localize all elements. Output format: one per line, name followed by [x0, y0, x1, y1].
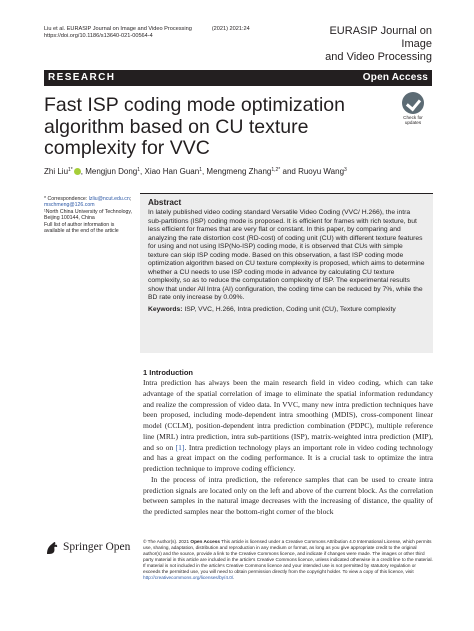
license-end: .: [233, 575, 235, 580]
email-link-2[interactable]: mschmeng@126.com: [44, 202, 95, 209]
article-type: RESEARCH: [48, 72, 116, 83]
body-text: [143, 378, 433, 518]
check-for-updates-line2: updates: [404, 120, 422, 125]
check-for-updates-badge[interactable]: [396, 92, 430, 126]
author-affiliation-mark: 3: [344, 167, 347, 173]
journal-name-line2: and Video Processing: [325, 51, 432, 63]
copyright: © The Author(s). 2021: [143, 539, 190, 544]
paragraph-2: In the process of intra prediction, the reference samples that can be used to create intra prediction signals are located only on the left and above of the current block. As the correlation between samples in the natural image decreases with the increasing of distance, the quality of the predicted samples near the bottom-right corner of the block: [143, 474, 433, 516]
orcid-icon[interactable]: [74, 168, 81, 175]
publisher-logo: [44, 539, 134, 557]
license-body: This article is licensed under a Creative Commons Attribution 4.0 International License, which permits use, sharing, adaptation, distribution and reproduction in any medium or format, as long as you give appropriate credit to the original author(s) and the source, provide a link to the Creative Commons licence, and indicate if changes were made. The images or other third party material in this article are included in the article's Creative Commons licence, unless indicated otherwise in a credit line to the material. If material is not included in the article's Creative Commons licence and your intended use is not permitted by statutory regulation or exceeds the permitted use, you will need to obtain permission directly from the copyright holder. To view a copy of this licence, visit: [143, 539, 433, 574]
check-for-updates-line1: Check for: [403, 115, 423, 120]
article-type-banner: [44, 70, 432, 86]
author-info-note: Full list of author information is available at the end of the article: [44, 221, 119, 235]
citation-link[interactable]: [1]: [175, 442, 185, 452]
article-title: Fast ISP coding mode optimization algorithm based on CU texture complexity for VVC: [44, 94, 345, 159]
license-link[interactable]: http://creativecommons.org/licenses/by/4.0/: [143, 575, 234, 580]
section-heading: 1 Introduction: [143, 368, 193, 377]
journal-name-line1: EURASIP Journal on Image: [329, 25, 432, 50]
affiliation: ¹North China University of Technology, Beijing 100144, China: [44, 208, 133, 222]
open-access-label: Open Access: [362, 72, 428, 83]
paragraph-1-text-a: Intra prediction has always been the main research field in video coding, which can take advantage of the spatial correlation of image to eliminate the spatial information redundancy and realize the compression of video data. In VVC, many new intra prediction techniques have been proposed, including mode-dependent intra smoothing (MDIS), cross-component linear model (CCLM), position-dependent intra prediction combination (PDPC), multiple reference line (MRL) intra prediction, intra sub-partitions (ISP), matrix-weighted intra prediction (MIP), and so on: [143, 378, 433, 452]
author-affiliation-mark: 1: [137, 167, 141, 173]
running-header: [44, 26, 250, 41]
author-list: Zhi Liu$^{1*}$ , Mengjun Dong$^1$, Xiao Han Guan$^1$, Mengmeng Zhang$^{1,2*}$ and Ruoyu Wang$^3$: [44, 167, 347, 176]
license-open-access: Open Access: [190, 539, 220, 544]
email-link-1[interactable]: lzliu@ncut.edu.cn: [88, 196, 130, 202]
abstract-box: [140, 193, 433, 353]
author-name[interactable]: Xiao Han Guan: [144, 167, 200, 176]
abstract-text: In lately published video coding standard Versatile Video Coding (VVC/ H.266), the intra sub-partitions (ISP) coding mode is proposed. It is efficient for frames with rich texture, but less efficient for frames that are very flat or constant. In this paper, by comparing and analyzing the rate distortion cost (RD-cost) of coding unit (CU) with different texture features for using and not using ISP(No-ISP) coding mode, it is observed that CUs with simple texture can skip ISP coding mode. Based on this observation, a fast ISP coding mode optimization algorithm based on CU texture complexity is proposed, which aims to determine whether a CU needs to use ISP coding mode in advance by calculating CU texture complexity, so as to reduce the computation complexity of ISP. The experimental results show that under All Intra (AI) configuration, the coding time can be reduced by 7%, while the BD rate only increase by 0.09%.: [148, 209, 425, 302]
doi-link[interactable]: https://doi.org/10.1186/s13640-021-00564-4: [44, 33, 153, 40]
paragraph-1-text-b: . Intra prediction technology plays an important role in video coding technology and has a great impact on the coding performance. It is a crucial task to optimize the intra prediction technique to improve coding efficiency.: [143, 442, 433, 473]
keywords-label: Keywords:: [148, 306, 183, 314]
keywords-list: ISP, VVC, H.266, Intra prediction, Coding unit (CU), Texture complexity: [184, 306, 396, 314]
author-affiliation-mark: 1*: [68, 167, 73, 173]
journal-name: [300, 25, 432, 64]
citation-pages: (2021) 2021:24: [211, 26, 250, 32]
correspondence-sidebar: * Correspondence: lzliu@ncut.edu.cn; mschmeng@126.com ¹North China University of Technology, Beijing 100144, China Full list of author information is available at the end of the article: [44, 196, 133, 235]
check-mark-icon: [402, 92, 424, 114]
author-name[interactable]: Zhi Liu: [44, 167, 69, 176]
citation-line: Liu et al. EURASIP Journal on Image and Video Processing: [44, 26, 192, 32]
author-name[interactable]: Mengmeng Zhang: [206, 167, 272, 176]
license-text: [143, 539, 433, 581]
author-affiliation-mark: 1,2*: [271, 167, 281, 173]
springer-horse-icon: [44, 540, 60, 556]
author-affiliation-mark: 1: [199, 167, 202, 173]
keywords: [148, 306, 425, 315]
author-name[interactable]: Mengjun Dong: [85, 167, 138, 176]
publisher-name: Springer Open: [63, 541, 131, 553]
paragraph-1: [143, 378, 433, 475]
abstract-heading: Abstract: [148, 198, 182, 207]
correspondence-label: * Correspondence:: [44, 196, 88, 202]
author-name[interactable]: Ruoyu Wang: [298, 167, 345, 176]
